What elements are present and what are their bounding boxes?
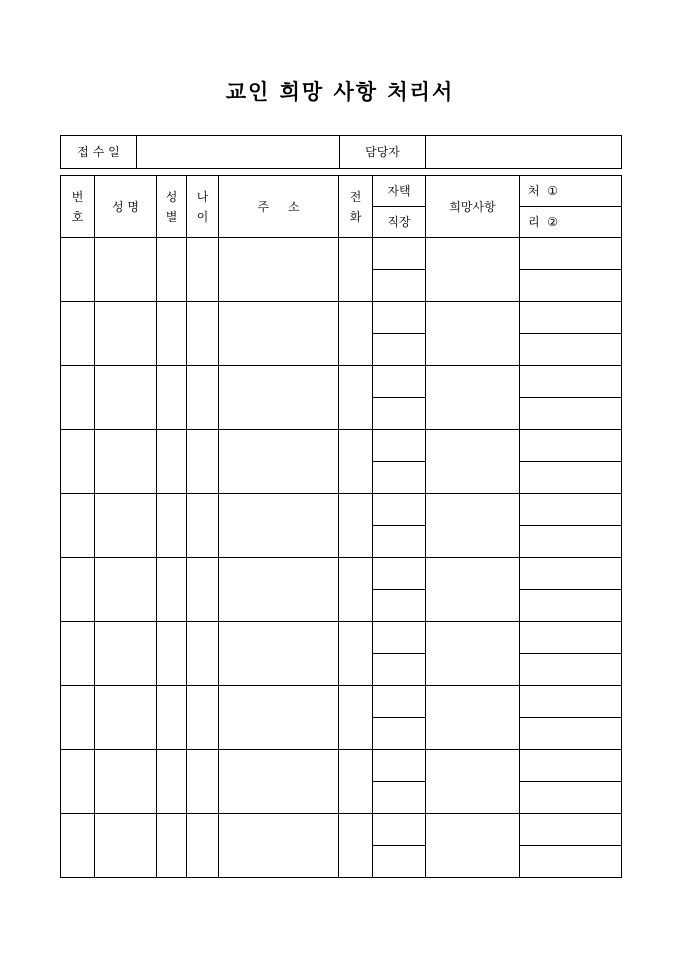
col-phone-header: 전 화 — [339, 176, 373, 238]
home-phone-cell[interactable] — [373, 238, 426, 270]
address-cell[interactable] — [219, 430, 339, 494]
home-phone-cell[interactable] — [373, 430, 426, 462]
col-wishes-header: 희망사항 — [426, 176, 520, 238]
number-cell[interactable] — [61, 750, 95, 814]
process-1-cell[interactable] — [520, 558, 622, 590]
process-1-cell[interactable] — [520, 302, 622, 334]
process-2-cell[interactable] — [520, 270, 622, 302]
number-cell[interactable] — [61, 814, 95, 878]
work-phone-cell[interactable] — [373, 270, 426, 302]
home-phone-cell[interactable] — [373, 366, 426, 398]
work-phone-cell[interactable] — [373, 398, 426, 430]
age-cell[interactable] — [187, 622, 219, 686]
process-1-cell[interactable] — [520, 814, 622, 846]
name-cell[interactable] — [95, 494, 157, 558]
age-cell[interactable] — [187, 302, 219, 366]
work-phone-cell[interactable] — [373, 718, 426, 750]
wishes-cell[interactable] — [426, 558, 520, 622]
gender-cell[interactable] — [157, 366, 187, 430]
table-row — [61, 558, 622, 590]
phone-cell[interactable] — [339, 686, 373, 750]
name-cell[interactable] — [95, 558, 157, 622]
work-phone-cell[interactable] — [373, 526, 426, 558]
process-1-cell[interactable] — [520, 366, 622, 398]
process-2-cell[interactable] — [520, 782, 622, 814]
name-cell[interactable] — [95, 366, 157, 430]
phone-cell[interactable] — [339, 302, 373, 366]
wishes-cell[interactable] — [426, 494, 520, 558]
address-cell[interactable] — [219, 814, 339, 878]
address-cell[interactable] — [219, 302, 339, 366]
phone-cell[interactable] — [339, 558, 373, 622]
name-cell[interactable] — [95, 302, 157, 366]
gender-cell[interactable] — [157, 750, 187, 814]
number-cell[interactable] — [61, 622, 95, 686]
col-address-header: 주 소 — [219, 176, 339, 238]
col-name-header: 성 명 — [95, 176, 157, 238]
col-process-header-1: 처 ① — [520, 176, 622, 207]
home-phone-cell[interactable] — [373, 750, 426, 782]
gender-cell[interactable] — [157, 686, 187, 750]
process-2-cell[interactable] — [520, 718, 622, 750]
table-row — [61, 302, 622, 334]
work-phone-cell[interactable] — [373, 654, 426, 686]
process-1-cell[interactable] — [520, 238, 622, 270]
col-age-header: 나 이 — [187, 176, 219, 238]
header-table — [60, 135, 622, 169]
address-cell[interactable] — [219, 238, 339, 302]
gender-cell[interactable] — [157, 494, 187, 558]
wishes-cell[interactable] — [426, 750, 520, 814]
table-row — [61, 814, 622, 846]
process-2-cell[interactable] — [520, 334, 622, 366]
process-1-cell[interactable] — [520, 494, 622, 526]
process-2-cell[interactable] — [520, 846, 622, 878]
age-cell[interactable] — [187, 494, 219, 558]
received-date-label: 접 수 일 — [61, 136, 137, 169]
phone-cell[interactable] — [339, 814, 373, 878]
home-phone-cell[interactable] — [373, 622, 426, 654]
wishes-cell[interactable] — [426, 814, 520, 878]
table-row — [61, 430, 622, 462]
col-home-header: 자택 — [373, 176, 426, 207]
table-row — [61, 366, 622, 398]
table-row — [61, 494, 622, 526]
work-phone-cell[interactable] — [373, 590, 426, 622]
name-cell[interactable] — [95, 814, 157, 878]
circled-two: ② — [547, 215, 558, 229]
manager-field[interactable] — [426, 136, 622, 169]
age-cell[interactable] — [187, 238, 219, 302]
home-phone-cell[interactable] — [373, 558, 426, 590]
phone-cell[interactable] — [339, 366, 373, 430]
wish-table — [60, 175, 622, 878]
address-cell[interactable] — [219, 366, 339, 430]
work-phone-cell[interactable] — [373, 334, 426, 366]
table-row — [61, 238, 622, 270]
page-title: 교인 희망 사항 처리서 — [225, 79, 455, 104]
col-process-header-2: 리 ② — [520, 207, 622, 238]
process-2-cell[interactable] — [520, 462, 622, 494]
number-cell[interactable] — [61, 302, 95, 366]
received-date-field[interactable] — [137, 136, 340, 169]
wishes-cell[interactable] — [426, 302, 520, 366]
age-cell[interactable] — [187, 430, 219, 494]
home-phone-cell[interactable] — [373, 302, 426, 334]
table-row — [61, 750, 622, 782]
col-work-header: 직장 — [373, 207, 426, 238]
wishes-cell[interactable] — [426, 430, 520, 494]
manager-label: 담당자 — [340, 136, 426, 169]
process-1-cell[interactable] — [520, 622, 622, 654]
number-cell[interactable] — [61, 558, 95, 622]
number-cell[interactable] — [61, 430, 95, 494]
name-cell[interactable] — [95, 430, 157, 494]
col-number-header: 번 호 — [61, 176, 95, 238]
phone-cell[interactable] — [339, 430, 373, 494]
number-cell[interactable] — [61, 238, 95, 302]
address-cell[interactable] — [219, 686, 339, 750]
number-cell[interactable] — [61, 366, 95, 430]
circled-one: ① — [547, 184, 558, 198]
address-cell[interactable] — [219, 558, 339, 622]
work-phone-cell[interactable] — [373, 782, 426, 814]
phone-cell[interactable] — [339, 238, 373, 302]
wishes-cell[interactable] — [426, 686, 520, 750]
home-phone-cell[interactable] — [373, 686, 426, 718]
age-cell[interactable] — [187, 814, 219, 878]
age-cell[interactable] — [187, 686, 219, 750]
process-2-cell[interactable] — [520, 526, 622, 558]
process-2-cell[interactable] — [520, 590, 622, 622]
work-phone-cell[interactable] — [373, 462, 426, 494]
gender-cell[interactable] — [157, 238, 187, 302]
process-1-cell[interactable] — [520, 750, 622, 782]
name-cell[interactable] — [95, 750, 157, 814]
gender-cell[interactable] — [157, 558, 187, 622]
process-1-cell[interactable] — [520, 686, 622, 718]
address-cell[interactable] — [219, 750, 339, 814]
wishes-cell[interactable] — [426, 366, 520, 430]
process-2-cell[interactable] — [520, 398, 622, 430]
process-1-cell[interactable] — [520, 430, 622, 462]
number-cell[interactable] — [61, 686, 95, 750]
col-gender-header: 성 별 — [157, 176, 187, 238]
phone-cell[interactable] — [339, 622, 373, 686]
name-cell[interactable] — [95, 622, 157, 686]
wishes-cell[interactable] — [426, 622, 520, 686]
gender-cell[interactable] — [157, 814, 187, 878]
age-cell[interactable] — [187, 366, 219, 430]
name-cell[interactable] — [95, 686, 157, 750]
number-cell[interactable] — [61, 494, 95, 558]
address-cell[interactable] — [219, 622, 339, 686]
home-phone-cell[interactable] — [373, 494, 426, 526]
age-cell[interactable] — [187, 750, 219, 814]
table-row — [61, 622, 622, 654]
home-phone-cell[interactable] — [373, 814, 426, 846]
address-cell[interactable] — [219, 494, 339, 558]
gender-cell[interactable] — [157, 302, 187, 366]
process-2-cell[interactable] — [520, 654, 622, 686]
phone-cell[interactable] — [339, 750, 373, 814]
gender-cell[interactable] — [157, 622, 187, 686]
age-cell[interactable] — [187, 558, 219, 622]
work-phone-cell[interactable] — [373, 846, 426, 878]
table-row — [61, 686, 622, 718]
phone-cell[interactable] — [339, 494, 373, 558]
name-cell[interactable] — [95, 238, 157, 302]
wishes-cell[interactable] — [426, 238, 520, 302]
gender-cell[interactable] — [157, 430, 187, 494]
